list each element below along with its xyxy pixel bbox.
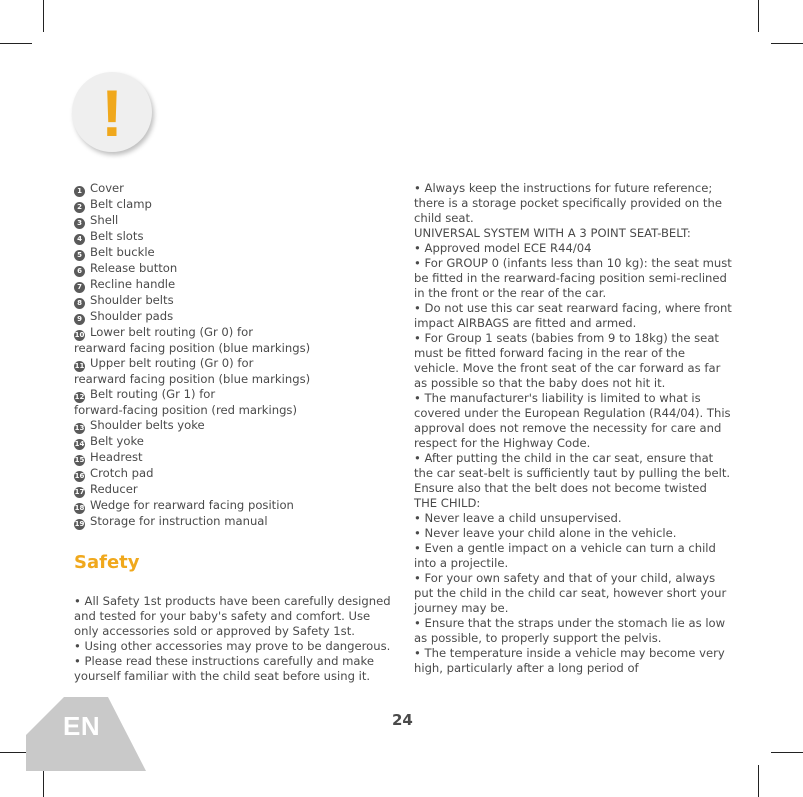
item-label: Upper belt routing (Gr 0) for bbox=[90, 356, 254, 370]
item-number-badge: 8 bbox=[74, 298, 85, 309]
safety-paragraph: UNIVERSAL SYSTEM WITH A 3 POINT SEAT-BELT: bbox=[414, 226, 691, 240]
list-item bbox=[74, 418, 394, 434]
item-number-badge: 6 bbox=[74, 266, 85, 277]
list-item bbox=[74, 245, 394, 261]
item-number-badge: 2 bbox=[74, 202, 85, 213]
item-number-badge: 7 bbox=[74, 282, 85, 293]
list-item-continuation: rearward facing position (blue markings) bbox=[74, 341, 311, 355]
item-label: Shell bbox=[90, 213, 119, 227]
list-item bbox=[74, 450, 394, 466]
item-number-badge: 1 bbox=[74, 186, 85, 197]
safety-paragraph: • Never leave your child alone in the vehicle. bbox=[414, 526, 677, 540]
item-label: Headrest bbox=[90, 450, 143, 464]
safety-paragraph: • For your own safety and that of your child, always put the child in the child car seat, however short your journey may be. bbox=[414, 571, 727, 615]
list-item bbox=[74, 309, 394, 325]
item-label: Belt buckle bbox=[90, 245, 155, 259]
safety-paragraph: • The manufacturer's liability is limited to what is covered under the European Regulation (R44/04). This approval does not remove the necessity for care and respect for the Highway Code. bbox=[414, 391, 731, 450]
item-number-badge: 11 bbox=[74, 362, 85, 370]
right-column bbox=[414, 181, 732, 676]
page-number: 24 bbox=[392, 711, 413, 729]
item-label: Belt routing (Gr 1) for bbox=[90, 387, 216, 401]
item-number-badge: 12 bbox=[74, 393, 85, 401]
item-number-badge: 10 bbox=[74, 331, 85, 339]
list-item-continuation: forward-facing position (red markings) bbox=[74, 403, 297, 417]
list-item bbox=[74, 387, 394, 403]
safety-paragraph: • For GROUP 0 (infants less than 10 kg): the seat must be fitted in the rearward-facing position semi-reclined in the front or the rear of the car. bbox=[414, 256, 732, 300]
item-number-badge: 17 bbox=[74, 488, 85, 496]
list-item bbox=[74, 197, 394, 213]
item-label: Release button bbox=[90, 261, 178, 275]
item-number-badge: 15 bbox=[74, 456, 85, 464]
safety-paragraph: • After putting the child in the car seat, ensure that the car seat-belt is sufficiently taut by pulling the belt. Ensure also that the belt does not become twisted bbox=[414, 451, 731, 495]
item-number-badge: 16 bbox=[74, 472, 85, 480]
safety-paragraph: THE CHILD: bbox=[414, 496, 481, 510]
item-number-badge: 14 bbox=[74, 440, 85, 448]
list-item bbox=[74, 261, 394, 277]
parts-list bbox=[74, 181, 394, 530]
safety-paragraph: • All Safety 1st products have been carefully designed and tested for your baby's safety and comfort. Use only accessories sold or approved by Safety 1st. bbox=[74, 594, 391, 638]
item-label: Reducer bbox=[90, 482, 138, 496]
list-item bbox=[74, 466, 394, 482]
safety-paragraph: • For Group 1 seats (babies from 9 to 18kg) the seat must be fitted forward facing in the rear of the vehicle. Move the front seat of the car forward as far as possible so that the baby does not hit it. bbox=[414, 331, 721, 390]
list-item bbox=[74, 498, 394, 514]
item-label: Belt slots bbox=[90, 229, 144, 243]
item-label: Lower belt routing (Gr 0) for bbox=[90, 325, 253, 339]
crop-mark bbox=[0, 43, 32, 44]
safety-paragraph: • The temperature inside a vehicle may become very high, particularly after a long period of bbox=[414, 646, 725, 675]
item-number-badge: 5 bbox=[74, 250, 85, 261]
list-item bbox=[74, 434, 394, 450]
list-item bbox=[74, 514, 394, 530]
item-label: Shoulder belts yoke bbox=[90, 418, 205, 432]
list-item bbox=[74, 213, 394, 229]
safety-paragraph: • Even a gentle impact on a vehicle can turn a child into a projectile. bbox=[414, 541, 716, 570]
item-label: Storage for instruction manual bbox=[90, 514, 268, 528]
item-number-badge: 9 bbox=[74, 314, 85, 325]
item-label: Wedge for rearward facing position bbox=[90, 498, 294, 512]
list-item bbox=[74, 325, 394, 341]
exclamation-mark: ! bbox=[101, 76, 123, 150]
warning-icon bbox=[72, 72, 152, 152]
item-label: Crotch pad bbox=[90, 466, 154, 480]
list-item bbox=[74, 229, 394, 245]
safety-paragraph: • Do not use this car seat rearward facing, where front impact AIRBAGS are fitted and armed. bbox=[414, 301, 732, 330]
item-label: Belt clamp bbox=[90, 197, 152, 211]
item-number-badge: 4 bbox=[74, 234, 85, 245]
crop-mark bbox=[771, 752, 803, 753]
item-number-badge: 19 bbox=[74, 520, 85, 528]
safety-paragraph: • Always keep the instructions for future reference; there is a storage pocket specifically provided on the child seat. bbox=[414, 181, 722, 225]
list-item bbox=[74, 356, 394, 372]
item-label: Belt yoke bbox=[90, 434, 144, 448]
item-label: Recline handle bbox=[90, 277, 176, 291]
item-number-badge: 18 bbox=[74, 504, 85, 512]
left-column bbox=[74, 181, 394, 684]
safety-paragraph: • Approved model ECE R44/04 bbox=[414, 241, 592, 255]
safety-paragraph: • Please read these instructions carefully and make yourself familiar with the child seat before using it. bbox=[74, 654, 374, 683]
list-item-continuation: rearward facing position (blue markings) bbox=[74, 372, 311, 386]
item-label: Cover bbox=[90, 181, 124, 195]
language-label: EN bbox=[63, 711, 101, 741]
list-item bbox=[74, 482, 394, 498]
crop-mark bbox=[43, 0, 44, 32]
item-number-badge: 13 bbox=[74, 424, 85, 432]
safety-paragraph: • Never leave a child unsupervised. bbox=[414, 511, 622, 525]
section-heading-safety: Safety bbox=[74, 552, 140, 573]
safety-paragraph: • Using other accessories may prove to be dangerous. bbox=[74, 639, 391, 653]
safety-paragraph: • Ensure that the straps under the stomach lie as low as possible, to properly support the pelvis. bbox=[414, 616, 726, 645]
crop-mark bbox=[771, 43, 803, 44]
item-label: Shoulder pads bbox=[90, 309, 174, 323]
list-item bbox=[74, 293, 394, 309]
crop-mark bbox=[758, 0, 759, 32]
item-number-badge: 3 bbox=[74, 218, 85, 229]
list-item bbox=[74, 277, 394, 293]
item-label: Shoulder belts bbox=[90, 293, 174, 307]
list-item bbox=[74, 181, 394, 197]
crop-mark bbox=[758, 765, 759, 797]
